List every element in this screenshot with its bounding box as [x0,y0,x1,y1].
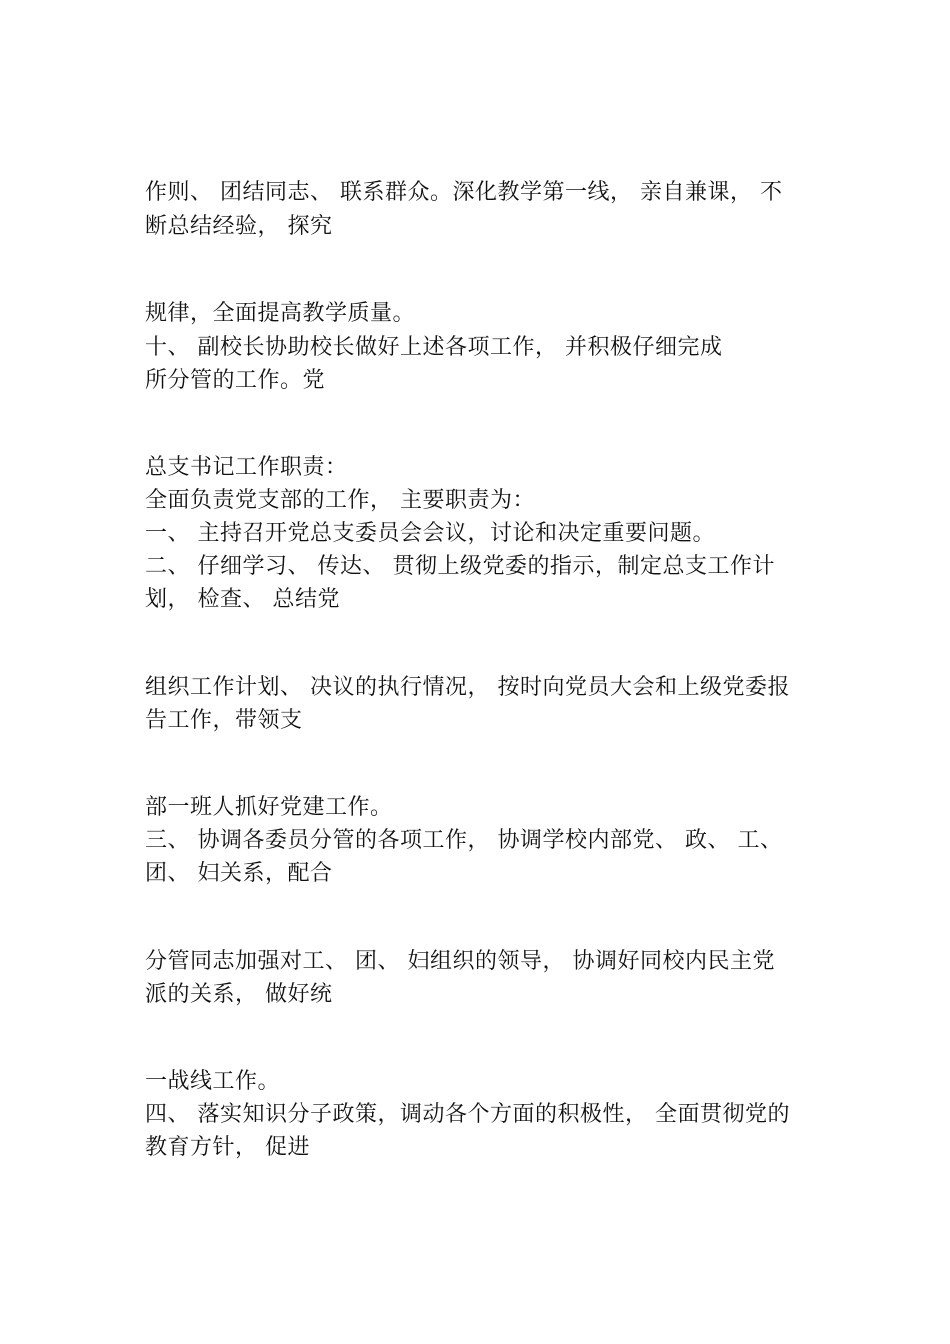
text-line: 教育方针， 促进 [145,1135,310,1160]
text-line: 全面负责党支部的工作， 主要职责为： [145,488,535,513]
text-line: 三、 协调各委员分管的各项工作， 协调学校内部党、 政、 工、 [145,828,783,853]
text-line: 规律，全面提高教学质量。 [145,301,416,326]
text-line: 四、 落实知识分子政策，调动各个方面的积极性， 全面贯彻党的 [145,1102,790,1127]
text-line: 一、 主持召开党总支委员会会议，讨论和决定重要问题。 [145,521,715,546]
text-line: 告工作，带领支 [145,708,303,733]
text-line: 部一班人抓好党建工作。 [145,795,393,820]
text-line: 派的关系， 做好统 [145,982,333,1007]
text-line: 作则、 团结同志、 联系群众。深化教学第一线， 亲自兼课， 不 [145,180,783,205]
text-line: 分管同志加强对工、 团、 妇组织的领导， 协调好同校内民主党 [145,949,775,974]
text-line: 总支书记工作职责： [145,455,348,480]
text-line: 组织工作计划、 决议的执行情况， 按时向党员大会和上级党委报 [145,675,790,700]
text-line: 一战线工作。 [145,1069,281,1094]
text-line: 团、 妇关系，配合 [145,861,333,886]
text-line: 划， 检查、 总结党 [145,587,340,612]
text-line: 断总结经验， 探究 [145,214,333,239]
text-line: 十、 副校长协助校长做好上述各项工作， 并积极仔细完成 [145,335,723,360]
text-line: 所分管的工作。党 [145,368,326,393]
text-line: 二、 仔细学习、 传达、 贯彻上级党委的指示，制定总支工作计 [145,554,775,579]
